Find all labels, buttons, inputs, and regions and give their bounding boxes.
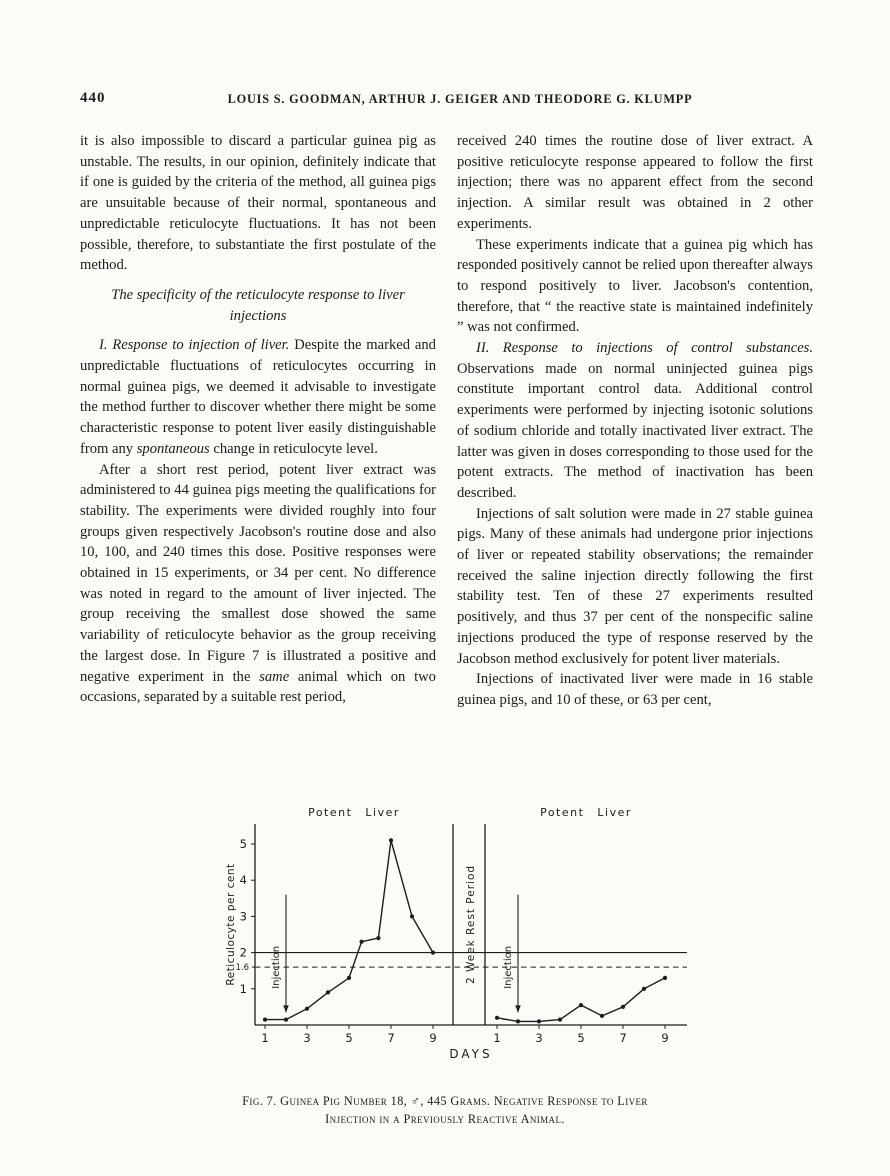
data-point bbox=[347, 976, 351, 980]
y-tick-label: 2 bbox=[239, 945, 247, 960]
figure-caption: Fig. 7. Guinea Pig Number 18, ♂, 445 Grams. Negative Response to Liver Injection in a Previously Reactive Animal. bbox=[242, 1094, 648, 1126]
paragraph: II. Response to injections of control substances. Observations made on normal uninjected guinea pigs constitute important control data. Additional control experiments were performed by injecting isotonic solutions of sodium chloride and totally inactivated liver extract. The latter was given in doses corresponding to those used for the potent extracts. The method of inactivation has been described. bbox=[457, 340, 813, 501]
running-title: LOUIS S. GOODMAN, ARTHUR J. GEIGER AND THEODORE G. KLUMPP bbox=[227, 92, 693, 106]
paragraph: I. Response to injection of liver. Despite the marked and unpredictable fluctuations of reticulocytes occurring in normal guinea pigs, we deemed it advisable to investigate the method further to discover whether there might be some characteristic response to potent liver easily distinguishable from any spontaneous change in reticulocyte level. bbox=[80, 337, 436, 457]
paragraph: Injections of inactivated liver were made in 16 stable guinea pigs, and 10 of these, or 63 per cent, bbox=[457, 671, 813, 708]
data-point bbox=[642, 987, 646, 991]
y-axis-title: Reticulocyte per cent bbox=[225, 863, 237, 986]
x-tick-label: 9 bbox=[661, 1031, 669, 1045]
figure-7 bbox=[0, 806, 890, 1128]
x-tick-label: 1 bbox=[261, 1031, 269, 1045]
y-tick-label-small: 1.6 bbox=[235, 963, 249, 974]
x-axis-title: DAYS bbox=[449, 1047, 493, 1061]
data-point bbox=[263, 1018, 267, 1022]
x-tick-label: 5 bbox=[577, 1031, 585, 1045]
data-point bbox=[410, 914, 414, 918]
page-number: 440 bbox=[80, 90, 106, 106]
section-heading: The specificity of the reticulocyte response to liver injections bbox=[111, 286, 405, 324]
series-line bbox=[497, 978, 665, 1022]
y-tick-label: 5 bbox=[239, 837, 247, 851]
panel-title: Potent Liver bbox=[308, 806, 400, 819]
data-point bbox=[326, 990, 330, 994]
paragraph: After a short rest period, potent liver extract was administered to 44 guinea pigs meeting the qualifications for stability. The experiments were divided roughly into four groups given respectively Jacobson's routine dose and also 10, 100, and 240 times this dose. Positive responses were obtained in 15 experiments, or 34 per cent. No difference was noted in regard to the amount of liver injected. The group receiving the smallest dose showed the same variability of reticulocyte behavior as the group receiving the largest dose. In Figure 7 is illustrated a positive and negative experiment in the same animal which on two occasions, separated by a suitable rest period, bbox=[80, 461, 436, 706]
y-tick-label: 1 bbox=[239, 981, 247, 996]
data-point bbox=[621, 1005, 625, 1009]
x-tick-label: 3 bbox=[535, 1031, 543, 1045]
body-columns bbox=[80, 131, 814, 711]
injection-label: Injection bbox=[503, 945, 514, 989]
rest-period-label: 2 Week Rest Period bbox=[465, 864, 477, 985]
data-point bbox=[516, 1019, 520, 1023]
data-point bbox=[376, 936, 380, 940]
data-point bbox=[360, 940, 364, 944]
figure-7-chart bbox=[225, 806, 695, 1078]
injection-arrowhead bbox=[283, 1005, 289, 1012]
paragraph: it is also impossible to discard a particular guinea pig as unstable. The results, in our opinion, definitely indicate that if one is guided by the criteria of the method, all guinea pigs are unsuitable because of their normal, spontaneous and unpredictable reticulocyte fluctuations. It has not been possible, therefore, to substantiate the first postulate of the method. bbox=[80, 133, 436, 274]
data-point bbox=[431, 951, 435, 955]
injection-label: Injection bbox=[271, 945, 282, 989]
paragraph: received 240 times the routine dose of liver extract. A positive reticulocyte response appeared to follow the first injection; there was no apparent effect from the second injection. A similar result was obtained in 2 other experiments. bbox=[457, 133, 813, 232]
paragraph: These experiments indicate that a guinea pig which has responded positively cannot be relied upon thereafter always to respond positively to liver. Jacobson's contention, therefore, that “ the reactive state is maintained indefinitely ” was not confirmed. bbox=[457, 236, 813, 336]
paragraph: Injections of salt solution were made in 27 stable guinea pigs. Many of these animals had undergone prior injections of liver or repeated stability observations; the remainder received the saline injection directly following the first stability test. Ten of these 27 experiments resulted positively, and thus 37 per cent of the nonspecific saline injections produced the type of response reserved by the Jacobson method exclusively for potent liver materials. bbox=[457, 505, 813, 667]
data-point bbox=[389, 838, 393, 842]
x-tick-label: 9 bbox=[429, 1031, 437, 1045]
y-tick-label: 4 bbox=[239, 873, 247, 888]
right-column bbox=[457, 131, 813, 711]
y-tick-label: 3 bbox=[239, 909, 247, 924]
x-tick-label: 5 bbox=[345, 1031, 353, 1045]
x-tick-label: 3 bbox=[303, 1031, 311, 1045]
data-point bbox=[600, 1014, 604, 1018]
x-tick-label: 1 bbox=[493, 1031, 501, 1045]
series-line bbox=[265, 840, 433, 1019]
data-point bbox=[284, 1018, 288, 1022]
data-point bbox=[579, 1003, 583, 1007]
x-tick-label: 7 bbox=[387, 1031, 395, 1045]
x-tick-label: 7 bbox=[619, 1031, 627, 1045]
injection-arrowhead bbox=[515, 1005, 521, 1012]
panel-title: Potent Liver bbox=[540, 806, 632, 819]
running-header bbox=[0, 90, 890, 110]
left-column bbox=[80, 131, 436, 711]
data-point bbox=[495, 1016, 499, 1020]
data-point bbox=[663, 976, 667, 980]
data-point bbox=[305, 1007, 309, 1011]
data-point bbox=[558, 1018, 562, 1022]
data-point bbox=[537, 1019, 541, 1023]
